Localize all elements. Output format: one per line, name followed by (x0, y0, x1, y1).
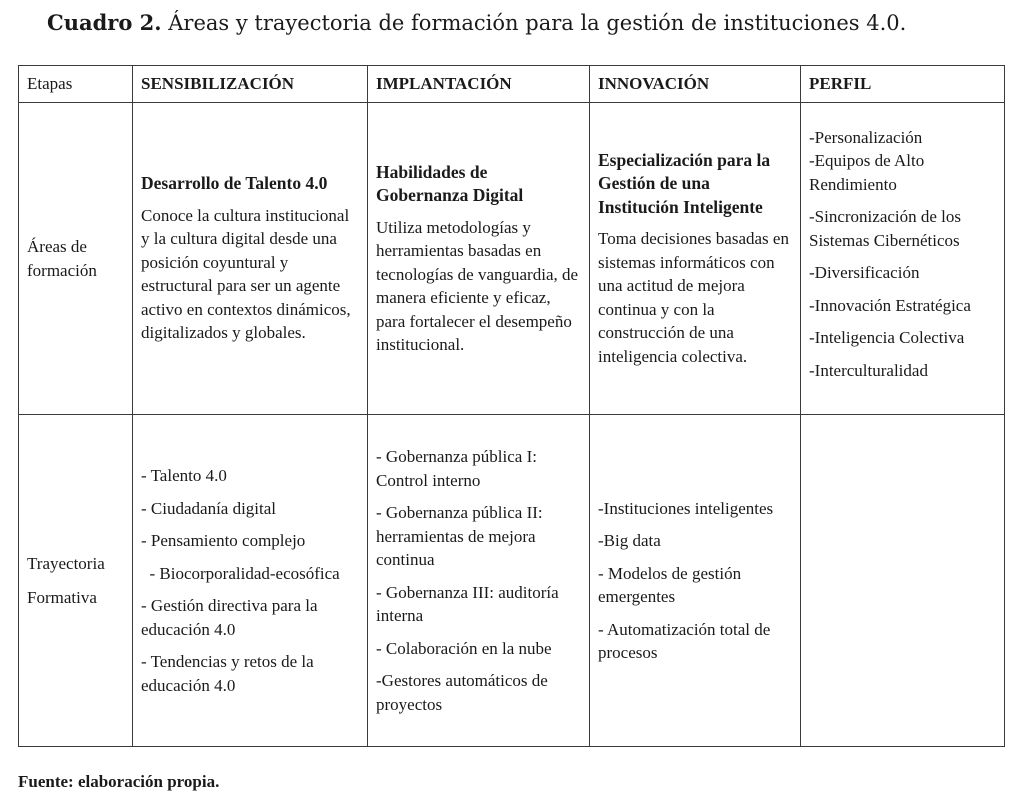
cell-trayectoria-innovacion (590, 415, 801, 747)
area-title: Desarrollo de Talento 4.0 (141, 173, 328, 194)
header-implantacion: IMPLANTACIÓN (368, 66, 590, 103)
cell-areas-perfil (801, 103, 1005, 415)
list-item: - Automatización total de procesos (598, 619, 771, 662)
cell-trayectoria-perfil (801, 415, 1005, 747)
row-label-line: Formativa (27, 587, 97, 607)
header-etapas: Etapas (19, 66, 133, 103)
list-item: -Sincronización de los Sistemas Cibernéticos (809, 207, 962, 250)
cell-trayectoria-sensibilizacion (133, 415, 368, 747)
cell-areas-sensibilizacion (133, 103, 368, 415)
list-item: - Gobernanza pública II: herramientas de mejora continua (376, 503, 543, 569)
header-innovacion: INNOVACIÓN (590, 66, 801, 103)
header-row (19, 66, 1005, 103)
list-item: -Interculturalidad (809, 360, 928, 380)
list-item: -Instituciones inteligentes (598, 498, 774, 518)
cell-trayectoria-implantacion (368, 415, 590, 747)
list-item: - Gobernanza pública I: Control interno (376, 447, 537, 490)
list-item: - Modelos de gestión emergentes (598, 563, 742, 606)
caption-label: Cuadro 2. (47, 10, 162, 35)
list-item: - Tendencias y retos de la educación 4.0 (141, 652, 314, 695)
training-table (18, 65, 1005, 747)
list-item: -Diversificación (809, 263, 920, 283)
list-item: - Pensamiento complejo (141, 531, 306, 550)
table-row-trayectoria (19, 415, 1005, 747)
caption-text: Áreas y trayectoria de formación para la gestión de instituciones 4.0. (168, 11, 907, 35)
list-item: - Talento 4.0 (141, 466, 227, 485)
list-item: - Gestión directiva para la educación 4.0 (141, 596, 318, 639)
list-item: -Big data (598, 531, 661, 550)
area-description: Utiliza metodologías y herramientas basadas en tecnologías de vanguardia, de manera eficiente y eficaz, para fortalecer el desempeño institucional. (376, 217, 579, 354)
header-sensibilizacion: SENSIBILIZACIÓN (133, 66, 368, 103)
list-item: - Ciudadanía digital (141, 498, 277, 518)
list-item: - Biocorporalidad-ecosófica (141, 563, 340, 583)
area-description: Toma decisiones basadas en sistemas informáticos con una actitud de mejora continua y con la construcción de una inteligencia colectiva. (598, 229, 789, 366)
list-item: -Innovación Estratégica (809, 295, 971, 315)
source-note: Fuente: elaboración propia. (18, 772, 220, 791)
header-perfil: PERFIL (801, 66, 1005, 103)
list-item: - Colaboración en la nube (376, 638, 552, 658)
cell-areas-innovacion (590, 103, 801, 415)
area-description: Conoce la cultura institucional y la cultura digital desde una posición coyuntural y estructural para ser un agente activo en contextos dinámicos, digitalizados y globales. (141, 205, 351, 343)
row-label-trayectoria (19, 415, 133, 747)
list-item: -Inteligencia Colectiva (809, 328, 965, 348)
list-item: - Gobernanza III: auditoría interna (376, 582, 559, 625)
list-item: -Gestores automáticos de proyectos (376, 671, 548, 714)
cell-areas-implantacion (368, 103, 590, 415)
row-label-line: Trayectoria (27, 554, 105, 573)
area-title: Especialización para la Gestión de una Institución Inteligente (598, 149, 771, 217)
area-title: Habilidades de Gobernanza Digital (376, 161, 524, 205)
list-item: -Personalización -Equipos de Alto Rendimiento (809, 127, 925, 194)
table-row-areas (19, 103, 1005, 415)
table-caption (47, 8, 906, 38)
row-label-areas: Áreas de formación (19, 103, 133, 415)
